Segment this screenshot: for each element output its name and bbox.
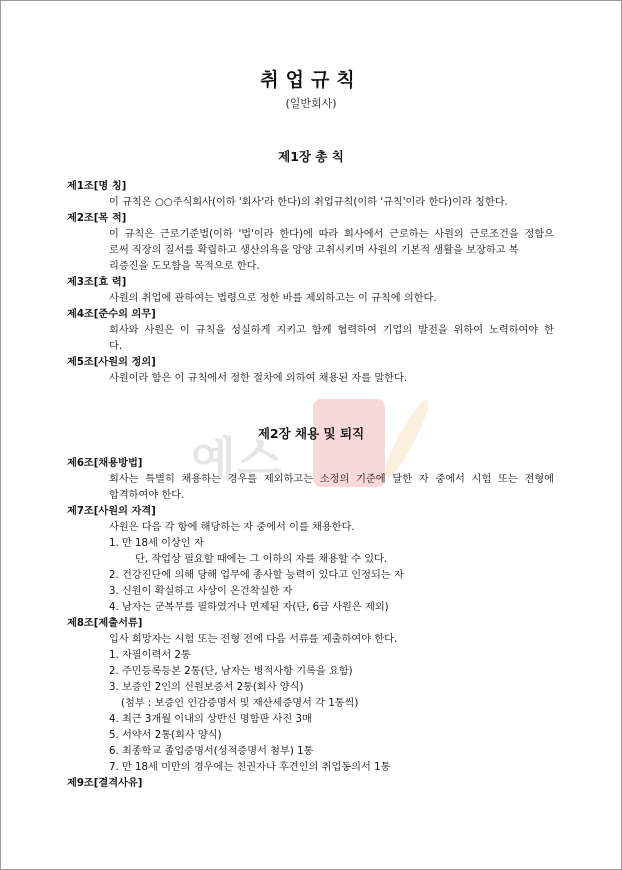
list-item: 2. 건강진단에 의해 당해 업무에 종사할 능력이 있다고 인정되는 자 — [109, 570, 404, 581]
article-2-text-1: 이 규칙은 근로기준법(이하 '법'이라 한다)에 따라 회사에서 근로하는 사원의 근로조건을 정함으 — [109, 229, 554, 240]
list-item: 1. 자필이력서 2통 — [109, 650, 191, 661]
list-item: 7. 만 18세 미만의 경우에는 친권자나 후견인의 취업동의서 1통 — [109, 762, 391, 773]
list-item: 3. 보증인 2인의 신원보증서 2통(회사 양식) — [109, 682, 304, 693]
article-2-text-2: 로써 직장의 질서를 확립하고 생산의욕을 앙양 고취시키며 사원의 기본적 생활을 보장하고 복 — [109, 245, 519, 256]
list-item: 5. 서약서 2통(회사 양식) — [109, 730, 222, 741]
list-item-note: 단, 작업상 필요할 때에는 그 이하의 자를 채용할 수 있다. — [135, 554, 388, 565]
article-9-heading: 제9조[결격사유] — [67, 778, 143, 789]
article-7-heading: 제7조[사원의 자격] — [67, 506, 156, 517]
list-item: 6. 최종학교 졸업증명서(성적증명서 첨부) 1통 — [109, 746, 314, 757]
document-subtitle: (일반회사) — [285, 97, 337, 110]
article-6-text-2: 합격하여야 한다. — [109, 490, 185, 501]
article-3-text: 사원의 취업에 관하여는 법령으로 정한 바를 제외하고는 이 규칙에 의한다. — [109, 293, 437, 304]
article-1-heading: 제1조[명 칭] — [67, 181, 127, 192]
article-7-intro: 사원은 다음 각 항에 해당하는 자 중에서 이를 채용한다. — [109, 522, 355, 533]
list-item: 3. 신원이 확실하고 사상이 온건착실한 자 — [109, 586, 293, 597]
article-4-text-2: 다. — [109, 341, 123, 352]
article-2-text-3: 리증진을 도모함을 목적으로 한다. — [109, 261, 260, 272]
list-item: 1. 만 18세 이상인 자 — [109, 538, 204, 549]
document-title: 취업규칙 — [260, 69, 362, 91]
article-4-heading: 제4조[준수의 의무] — [67, 309, 156, 320]
article-8-heading: 제8조[제출서류] — [67, 618, 143, 629]
article-8-intro: 입사 희망자는 시험 또는 전형 전에 다음 서류를 제출하여야 한다. — [109, 634, 398, 645]
article-2-heading: 제2조[목 적] — [67, 213, 127, 224]
article-5-text: 사원이라 함은 이 규칙에서 정한 절차에 의하여 채용된 자를 말한다. — [109, 373, 408, 384]
list-item: 4. 최근 3개월 이내의 상반신 명함판 사진 3매 — [109, 714, 312, 725]
list-item: 4. 남자는 군복무를 필하였거나 면제된 자(단, 6급 사원은 제외) — [109, 602, 389, 613]
article-6-heading: 제6조[채용방법] — [67, 458, 143, 469]
article-4-text-1: 회사와 사원은 이 규칙을 성실하게 지키고 함께 협력하여 기업의 발전을 위하여 노력하여야 한 — [109, 325, 554, 336]
list-item: 2. 주민등록등본 2통(단, 남자는 병적사항 기록을 요함) — [109, 666, 353, 677]
watermark-text: 예스 — [191, 432, 284, 486]
article-3-heading: 제3조[효 력] — [67, 277, 127, 288]
article-5-heading: 제5조[사원의 정의] — [67, 357, 156, 368]
list-item-note: (첨부 : 보증인 인감증명서 및 재산세증명서 각 1통씩) — [121, 698, 359, 709]
article-1-text: 이 규칙은 ○○주식회사(이하 '회사'라 한다)의 취업규칙(이하 '규칙'이라 한다)이라 칭한다. — [109, 197, 508, 208]
chapter-1-title: 제1장 총 칙 — [278, 149, 344, 164]
chapter-2-title: 제2장 채용 및 퇴직 — [257, 426, 365, 441]
article-6-text-1: 회사는 특별히 채용하는 경우를 제외하고는 소정의 기준에 달한 자 중에서 시험 또는 전형에 — [109, 474, 554, 485]
